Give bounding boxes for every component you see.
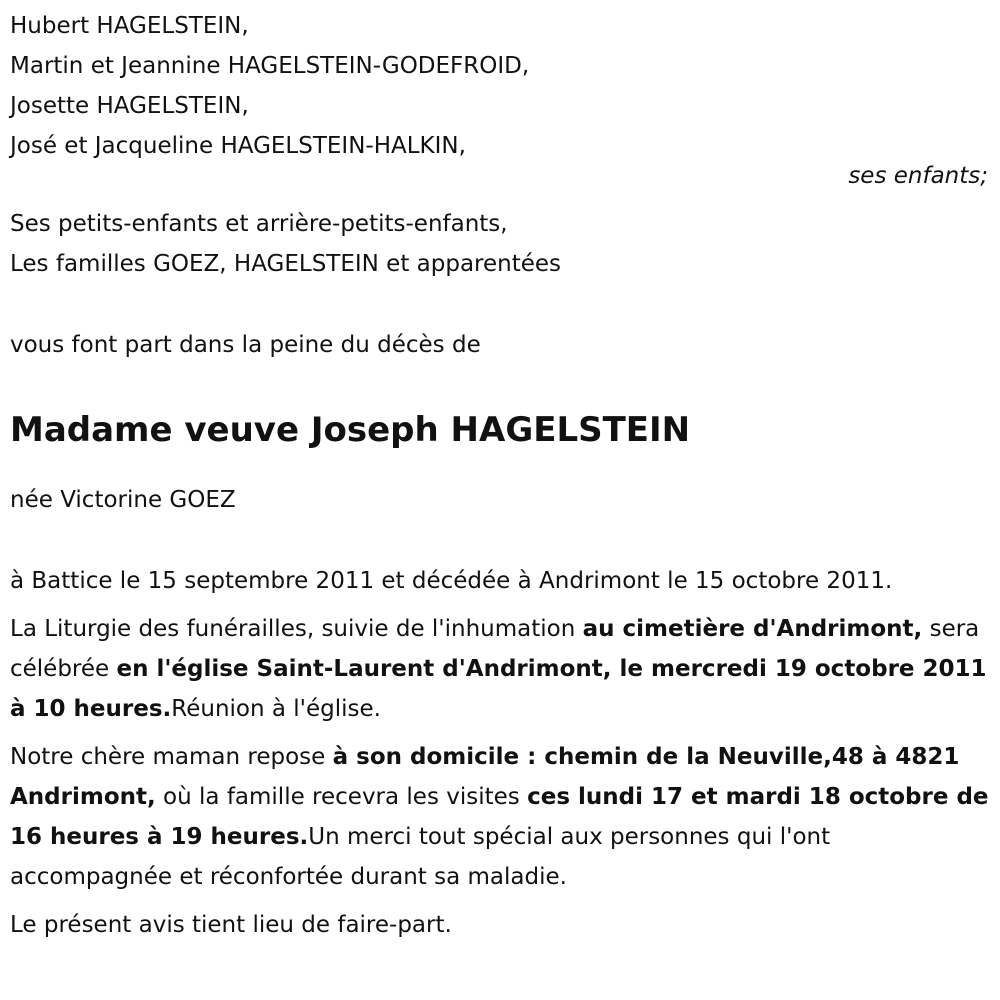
visitation-address: à son domicile : chemin de la Neuville,48 à 4821 Andrimont, <box>10 744 960 810</box>
children-label: ses enfants; <box>848 163 988 189</box>
grandchildren-line: Ses petits-enfants et arrière-petits-enfants, <box>10 211 508 237</box>
closing-line: Le présent avis tient lieu de faire-part. <box>10 912 452 938</box>
obituary-notice <box>10 6 990 953</box>
funeral-cemetery: au cimetière d'Andrimont, <box>582 616 923 642</box>
announcement-line: vous font part dans la peine du décès de <box>10 332 481 358</box>
funeral-text: Réunion à l'église. <box>171 696 381 722</box>
deceased-name: Madame veuve Joseph HAGELSTEIN <box>10 410 691 450</box>
funeral-text: La Liturgie des funérailles, suivie de l'inhumation <box>10 616 583 642</box>
maiden-name: née Victorine GOEZ <box>10 487 236 513</box>
visitation-hours: ces lundi 17 et mardi 18 octobre de 16 heures à 19 heures. <box>10 784 989 850</box>
funeral-paragraph <box>10 609 990 729</box>
child-line: Martin et Jeannine HAGELSTEIN-GODEFROID, <box>10 53 530 79</box>
visitation-text: où la famille recevra les visites <box>155 784 528 810</box>
visitation-text: Notre chère maman repose <box>10 744 333 770</box>
child-line: José et Jacqueline HAGELSTEIN-HALKIN, <box>10 133 466 159</box>
visitation-paragraph <box>10 737 990 897</box>
children-list <box>10 6 990 166</box>
child-line: Hubert HAGELSTEIN, <box>10 13 249 39</box>
families-line: Les familles GOEZ, HAGELSTEIN et apparentées <box>10 251 562 277</box>
birth-death-dates: à Battice le 15 septembre 2011 et décédée à Andrimont le 15 octobre 2011. <box>10 568 893 594</box>
funeral-text: sera célébrée <box>10 616 980 682</box>
funeral-church-date: en l'église Saint-Laurent d'Andrimont, le mercredi 19 octobre 2011 à 10 heures. <box>10 656 987 722</box>
visitation-text: Un merci tout spécial aux personnes qui l'ont accompagnée et réconfortée durant sa maladie. <box>10 824 831 890</box>
child-line: Josette HAGELSTEIN, <box>10 93 249 119</box>
